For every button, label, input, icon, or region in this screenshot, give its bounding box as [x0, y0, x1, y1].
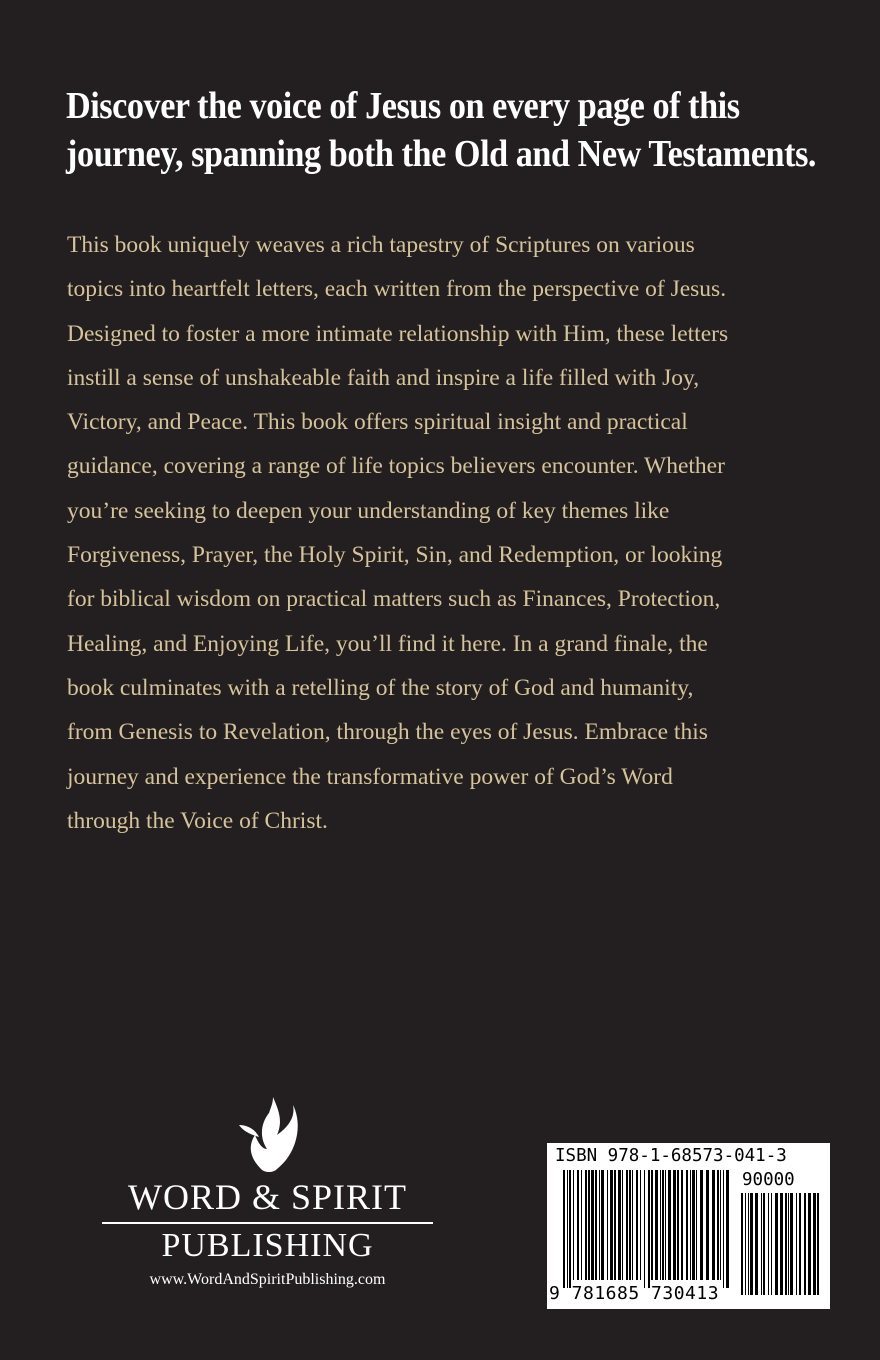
- barcode-bars: [563, 1170, 729, 1288]
- isbn-number: ISBN 978-1-68573-041-3: [555, 1146, 787, 1166]
- description-line: journey and experience the transformative power of God’s Word: [67, 763, 673, 790]
- description-line: Healing, and Enjoying Life, you’ll find it here. In a grand finale, the: [67, 630, 708, 657]
- headline: [66, 82, 840, 178]
- flame-dove-icon: [233, 1095, 303, 1175]
- description-line: This book uniquely weaves a rich tapestry of Scriptures on various: [67, 232, 695, 258]
- isbn-barcode: [547, 1143, 830, 1309]
- description: [67, 223, 827, 843]
- description-line: Forgiveness, Prayer, the Holy Spirit, Sin, and Redemption, or looking: [67, 542, 723, 569]
- headline-line: journey, spanning both the Old and New Testaments.: [66, 133, 817, 175]
- description-line: instill a sense of unshakeable faith and inspire a life filled with Joy,: [67, 364, 700, 391]
- description-line: guidance, covering a range of life topics believers encounter. Whether: [67, 453, 725, 480]
- ean-digits: 9 781685 730413: [549, 1283, 720, 1304]
- price-code: 90000: [742, 1170, 795, 1190]
- description-line: topics into heartfelt letters, each written from the perspective of Jesus.: [67, 276, 727, 303]
- publisher-logo: [100, 1095, 435, 1295]
- logo-divider: [102, 1222, 433, 1224]
- addon-barcode-bars: [741, 1193, 821, 1303]
- description-line: through the Voice of Christ.: [67, 807, 328, 834]
- publisher-name: WORD & SPIRIT: [127, 1177, 407, 1217]
- headline-line: Discover the voice of Jesus on every page of this: [66, 85, 740, 127]
- description-line: you’re seeking to deepen your understanding of key themes like: [67, 497, 670, 524]
- description-line: book culminates with a retelling of the story of God and humanity,: [67, 674, 694, 701]
- description-line: for biblical wisdom on practical matters such as Finances, Protection,: [67, 586, 721, 613]
- description-line: Victory, and Peace. This book offers spiritual insight and practical: [67, 409, 688, 436]
- publisher-name-line2: PUBLISHING: [161, 1227, 374, 1264]
- description-line: from Genesis to Revelation, through the eyes of Jesus. Embrace this: [67, 719, 708, 746]
- description-line: Designed to foster a more intimate relationship with Him, these letters: [67, 320, 729, 347]
- publisher-url: www.WordAndSpiritPublishing.com: [149, 1271, 386, 1288]
